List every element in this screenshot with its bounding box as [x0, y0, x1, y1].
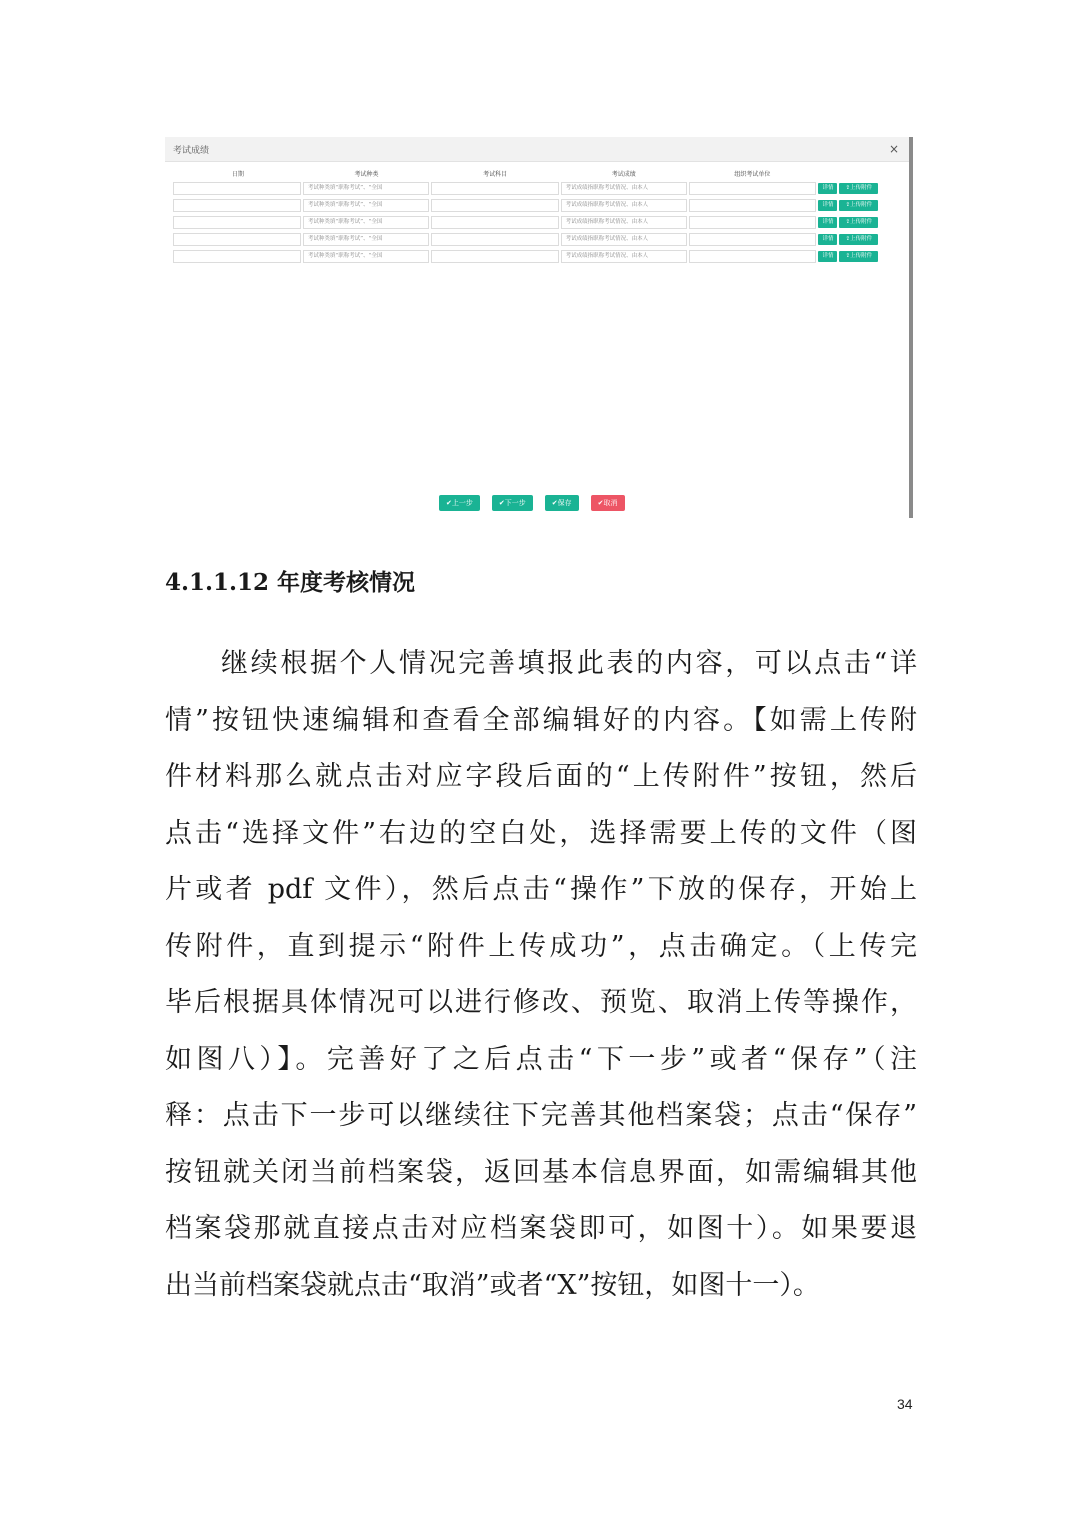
upload-attachment-button[interactable]: ⇪上传附件 [839, 234, 878, 245]
cell-input-date[interactable] [173, 250, 301, 263]
table-row [173, 248, 901, 265]
col-org: 组织考试单位 [734, 170, 771, 178]
table-row [173, 214, 901, 231]
detail-button[interactable]: 详情 [818, 217, 837, 228]
paragraph-line: 情”按钮快速编辑和查看全部编辑好的内容。【如需上传附 [165, 704, 917, 736]
exam-table [173, 166, 901, 265]
paragraph-line: 释：点击下一步可以继续往下完善其他档案袋；点击“保存” [165, 1100, 917, 1131]
next-button[interactable]: ✔下一步 [492, 495, 533, 511]
cell-input-org[interactable] [689, 199, 817, 212]
table-row [173, 197, 901, 214]
detail-button[interactable]: 详情 [818, 234, 837, 245]
cell-input-org[interactable] [689, 250, 817, 263]
cell-input-type[interactable]: 考试种类填“职称考试”、“全国 [303, 182, 429, 195]
upload-attachment-button[interactable]: ⇪上传附件 [839, 251, 878, 262]
upload-attachment-button[interactable]: ⇪上传附件 [839, 200, 878, 211]
cell-input-org[interactable] [689, 233, 817, 246]
col-score: 考试成绩 [611, 170, 636, 178]
cell-input-type[interactable]: 考试种类填“职称考试”、“全国 [303, 216, 429, 229]
cell-input-date[interactable] [173, 199, 301, 212]
cell-input-score[interactable]: 考试成绩指职称考试情况、由本人 [561, 182, 687, 195]
upload-icon: ⇪ [845, 202, 851, 208]
paragraph-line: 出当前档案袋就点击“取消”或者“X”按钮，如图十一）。 [165, 1269, 820, 1301]
cell-input-type[interactable]: 考试种类填“职称考试”、“全国 [303, 250, 429, 263]
footer-buttons [439, 495, 625, 511]
cell-input-subject[interactable] [431, 216, 559, 229]
dialog-header [165, 137, 909, 162]
upload-icon: ⇪ [845, 253, 851, 259]
cell-input-score[interactable]: 考试成绩指职称考试情况、由本人 [561, 233, 687, 246]
paragraph-line: 档案袋那就直接点击对应档案袋即可，如图十）。如果要退 [165, 1213, 917, 1244]
close-icon[interactable]: × [888, 142, 899, 156]
col-date: 日期 [231, 170, 244, 178]
exam-scores-dialog [165, 137, 913, 518]
cell-input-org[interactable] [689, 216, 817, 229]
cell-input-date[interactable] [173, 216, 301, 229]
detail-button[interactable]: 详情 [818, 183, 837, 194]
row-actions [818, 183, 901, 194]
paragraph-line: 传附件，直到提示“附件上传成功”，点击确定。（上传完 [165, 930, 917, 962]
col-subject: 考试科目 [483, 170, 508, 178]
prev-button[interactable]: ✔上一步 [439, 495, 480, 511]
col-type: 考试种类 [354, 170, 379, 178]
upload-icon: ⇪ [845, 236, 851, 242]
table-row [173, 231, 901, 248]
table-header [173, 166, 901, 180]
paragraph-line: 毕后根据具体情况可以进行修改、预览、取消上传等操作， [165, 987, 917, 1018]
upload-icon: ⇪ [845, 185, 851, 191]
row-actions [818, 234, 901, 245]
cancel-button[interactable]: ✔取消 [591, 495, 625, 511]
dialog-title: 考试成绩 [173, 145, 210, 156]
cell-input-type[interactable]: 考试种类填“职称考试”、“全国 [303, 233, 429, 246]
row-actions [818, 217, 901, 228]
cell-input-score[interactable]: 考试成绩指职称考试情况、由本人 [561, 199, 687, 212]
cell-input-type[interactable]: 考试种类填“职称考试”、“全国 [303, 199, 429, 212]
cell-input-subject[interactable] [431, 182, 559, 195]
cell-input-subject[interactable] [431, 250, 559, 263]
cell-input-score[interactable]: 考试成绩指职称考试情况、由本人 [561, 216, 687, 229]
page-number: 34 [897, 1396, 913, 1412]
cell-input-subject[interactable] [431, 199, 559, 212]
cell-input-score[interactable]: 考试成绩指职称考试情况、由本人 [561, 250, 687, 263]
upload-icon: ⇪ [845, 219, 851, 225]
paragraph-line: 如图八）】。完善好了之后点击“下一步”或者“保存”（注 [165, 1043, 917, 1075]
paragraph-line: 继续根据个人情况完善填报此表的内容，可以点击“详 [221, 648, 917, 679]
body-paragraph [165, 636, 917, 1314]
upload-attachment-button[interactable]: ⇪上传附件 [839, 217, 878, 228]
save-button[interactable]: ✔保存 [545, 495, 579, 511]
row-actions [818, 200, 901, 211]
detail-button[interactable]: 详情 [818, 200, 837, 211]
cell-input-date[interactable] [173, 182, 301, 195]
cell-input-date[interactable] [173, 233, 301, 246]
cell-input-org[interactable] [689, 182, 817, 195]
table-row [173, 180, 901, 197]
paragraph-line: 件材料那么就点击对应字段后面的“上传附件”按钮，然后 [165, 761, 917, 792]
row-actions [818, 251, 901, 262]
cell-input-subject[interactable] [431, 233, 559, 246]
upload-attachment-button[interactable]: ⇪上传附件 [839, 183, 878, 194]
paragraph-line: 片或者 pdf 文件），然后点击“操作”下放的保存，开始上 [165, 874, 917, 905]
section-heading: 4.1.1.12 年度考核情况 [165, 569, 416, 596]
paragraph-line: 按钮就关闭当前档案袋，返回基本信息界面，如需编辑其他 [165, 1156, 917, 1188]
detail-button[interactable]: 详情 [818, 251, 837, 262]
paragraph-line: 点击“选择文件”右边的空白处，选择需要上传的文件（图 [165, 817, 917, 849]
